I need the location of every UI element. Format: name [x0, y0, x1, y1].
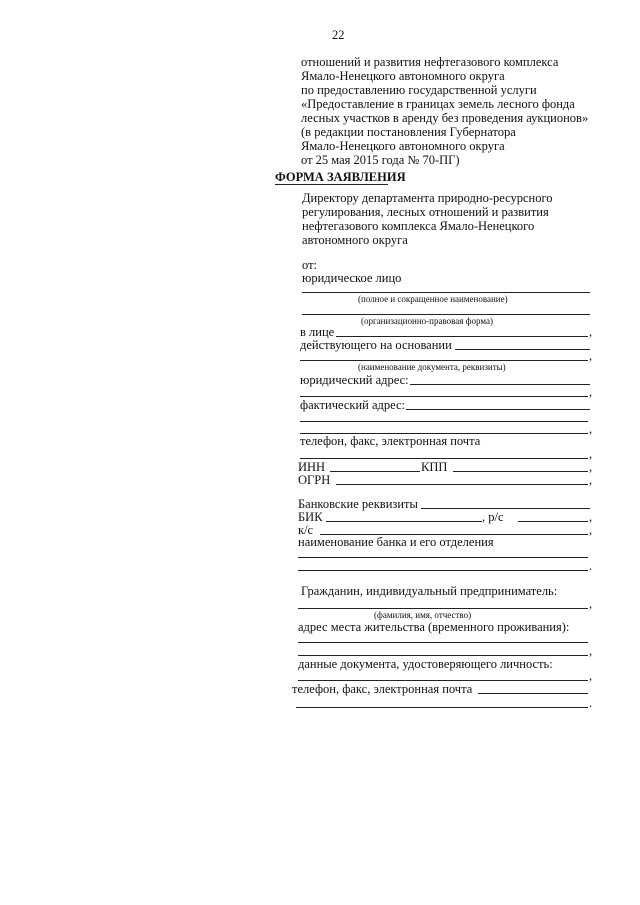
header-line: лесных участков в аренду без проведения аукционов»: [301, 111, 589, 125]
addressee-line: автономного округа: [302, 233, 408, 247]
kpp-label: КПП: [421, 460, 448, 474]
caption-document: (наименование документа, реквизиты): [358, 362, 506, 372]
rs-field[interactable]: [518, 521, 588, 522]
header-line: от 25 мая 2015 года № 70-ПГ): [301, 153, 460, 167]
legal-entity-label: юридическое лицо: [302, 271, 402, 285]
bank-name-field[interactable]: [298, 557, 588, 558]
period: .: [589, 559, 593, 573]
bank-details-label: Банковские реквизиты: [298, 497, 418, 511]
ks-label: к/с: [298, 523, 314, 537]
header-line: Ямало-Ненецкого автономного округа: [301, 69, 505, 83]
contacts2-label: телефон, факс, электронная почта: [292, 682, 473, 696]
bik-field[interactable]: [326, 521, 482, 522]
contacts2-field-2[interactable]: [296, 707, 588, 708]
header-line: по предоставлению государственной услуги: [301, 83, 537, 97]
comma: ,: [589, 349, 593, 363]
ogrn-field[interactable]: [336, 484, 588, 485]
in-person-field[interactable]: [336, 336, 588, 337]
actual-address-field[interactable]: [406, 409, 590, 410]
citizen-label: Гражданин, индивидуальный предприниматель:: [301, 584, 558, 598]
actual-address-label: фактический адрес:: [300, 398, 406, 412]
bank-name-field-2[interactable]: [298, 570, 588, 571]
acting-basis-field[interactable]: [455, 349, 590, 350]
comma: ,: [589, 473, 593, 487]
caption-full-name: (полное и сокращенное наименование): [358, 294, 508, 304]
contacts2-field[interactable]: [478, 693, 588, 694]
comma: ,: [589, 510, 593, 524]
inn-label: ИНН: [298, 460, 326, 474]
addressee-line: регулирования, лесных отношений и развития: [302, 205, 549, 219]
ogrn-label: ОГРН: [298, 473, 331, 487]
period: .: [589, 696, 593, 710]
legal-address-label: юридический адрес:: [300, 373, 409, 387]
comma: ,: [589, 597, 593, 611]
residence-field[interactable]: [298, 642, 588, 643]
comma: ,: [589, 447, 593, 461]
caption-org-form: (организационно-правовая форма): [361, 316, 493, 326]
comma: ,: [589, 669, 593, 683]
fio-field[interactable]: [298, 608, 588, 609]
addressee-line: нефтегазового комплекса Ямало-Ненецкого: [302, 219, 535, 233]
comma: ,: [589, 460, 593, 474]
contacts-label: телефон, факс, электронная почта: [300, 434, 481, 448]
acting-basis-label: действующего на основании: [300, 338, 452, 352]
kpp-field[interactable]: [453, 471, 588, 472]
comma: ,: [589, 644, 593, 658]
actual-address-field-2[interactable]: [300, 421, 588, 422]
full-name-field[interactable]: [302, 292, 590, 293]
comma: ,: [589, 523, 593, 537]
rs-label: , р/с: [482, 510, 504, 524]
id-document-field[interactable]: [298, 680, 588, 681]
bank-details-field[interactable]: [421, 508, 590, 509]
form-title: ФОРМА ЗАЯВЛЕНИЯ: [275, 170, 406, 184]
addressee-line: Директору департамента природно-ресурсного: [302, 191, 553, 205]
title-underline: [275, 184, 388, 185]
comma: ,: [589, 385, 593, 399]
document-field[interactable]: [300, 360, 588, 361]
legal-address-field[interactable]: [410, 384, 590, 385]
page-number: 22: [332, 28, 345, 42]
residence-field-2[interactable]: [298, 655, 588, 656]
contacts-field[interactable]: [300, 458, 588, 459]
bank-name-label: наименование банка и его отделения: [298, 535, 494, 549]
id-document-label: данные документа, удостоверяющего личность:: [298, 657, 553, 671]
comma: ,: [589, 422, 593, 436]
bik-label: БИК: [298, 510, 323, 524]
header-line: Ямало-Ненецкого автономного округа: [301, 139, 505, 153]
header-line: (в редакции постановления Губернатора: [301, 125, 516, 139]
legal-address-field-2[interactable]: [300, 396, 588, 397]
comma: ,: [589, 325, 593, 339]
inn-field[interactable]: [330, 471, 420, 472]
org-form-field[interactable]: [302, 314, 590, 315]
residence-label: адрес места жительства (временного проживания):: [298, 620, 570, 634]
caption-fio: (фамилия, имя, отчество): [374, 610, 472, 620]
header-line: отношений и развития нефтегазового комплекса: [301, 55, 559, 69]
header-line: «Предоставление в границах земель лесного фонда: [301, 97, 575, 111]
in-person-label: в лице: [300, 325, 335, 339]
from-label: от:: [302, 258, 318, 272]
